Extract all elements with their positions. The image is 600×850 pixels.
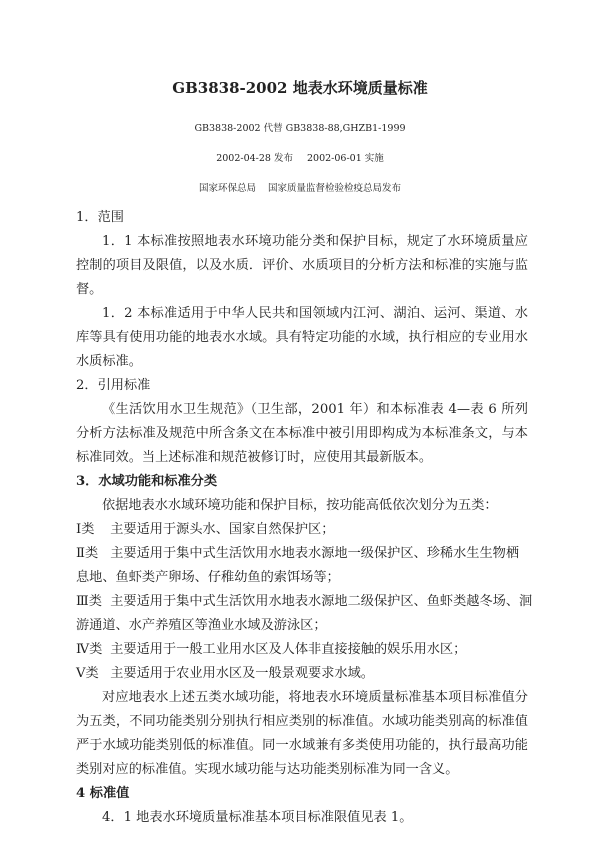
section-1-heading: 1．范围 xyxy=(76,210,124,225)
effective-date: 2002-06-01 实施 xyxy=(307,153,384,164)
class-5-item xyxy=(76,662,528,686)
class-2-text-a: 主要适用于集中式生活饮用水地表水源地一级保护区、珍稀水生生物栖 xyxy=(110,546,520,561)
replace-note: GB3838-2002 代替 GB3838-88,GHZB1-1999 xyxy=(194,123,406,134)
document-title: GB3838-2002 地表水环境质量标准 xyxy=(172,79,428,97)
publisher-line xyxy=(0,182,600,196)
section-3-intro: 依据地表水水域环境功能和保护目标，按功能高低依次划分为五类： xyxy=(102,498,498,513)
class-3-label: Ⅲ类 xyxy=(76,594,102,609)
section-1-paragraph-2: 1．2 本标准适用于中华人民共和国领域内江河、湖泊、运河、渠道、水库等具有使用功能的地表水水域。具有特定功能的水域，执行相应的专业用水水质标准。 xyxy=(76,306,528,369)
section-2-heading: 2．引用标准 xyxy=(76,378,151,393)
class-5-text: 主要适用于农业用水区及一般景观要求水域。 xyxy=(110,666,374,681)
class-1-text: 主要适用于源头水、国家自然保护区； xyxy=(110,522,335,537)
class-2-item xyxy=(76,542,528,566)
class-1-label: Ⅰ类 xyxy=(76,522,95,537)
class-5-label: Ⅴ类 xyxy=(76,666,99,681)
class-3-continuation: 游通道、水产养殖区等渔业水域及游泳区； xyxy=(76,618,327,633)
publisher-2: 国家质量监督检验检疫总局发布 xyxy=(268,183,402,194)
class-3-item xyxy=(76,590,533,614)
publisher-1: 国家环保总局 xyxy=(198,183,256,194)
section-1-paragraph-1: 1．1 本标准按照地表水环境功能分类和保护目标，规定了水环境质量应控制的项目及限值，以及水质．评价、水质项目的分析方法和标准的实施与监督。 xyxy=(76,234,528,297)
section-3-paragraph-2: 对应地表水上述五类水域功能，将地表水环境质量标准基本项目标准值分为五类，不同功能类别分别执行相应类别的标准值。水域功能类别高的标准值严于水域功能类别低的标准值。同一水域兼有多类使用功能的，执行最高功能类别对应的标准值。实现水域功能与达功能类别标准为同一含义。 xyxy=(76,690,528,777)
class-4-item xyxy=(76,638,528,662)
class-1-item xyxy=(76,518,528,542)
class-2-label: Ⅱ类 xyxy=(76,546,99,561)
class-2-continuation: 息地、鱼虾类产卵场、仔稚幼鱼的索饵场等； xyxy=(76,570,340,585)
section-4-heading: 4 标准值 xyxy=(76,786,130,801)
section-3-heading: 3．水域功能和标准分类 xyxy=(76,474,218,489)
class-4-label: Ⅳ类 xyxy=(76,642,103,657)
section-2-paragraph-1: 《生活饮用水卫生规范》（卫生部，2001 年）和本标准表 4—表 6 所列分析方法标准及规范中所含条文在本标准中被引用即构成为本标准条文，与本标准同效。当上述标准和规范被修订时，应使用其最新版本。 xyxy=(76,402,528,465)
issue-date: 2002-04-28 发布 xyxy=(216,153,293,164)
class-3-text-a: 主要适用于集中式生活饮用水地表水源地二级保护区、鱼虾类越冬场、洄 xyxy=(110,594,533,609)
document-body xyxy=(76,206,533,830)
section-4-paragraph-1: 4．1 地表水环境质量标准基本项目标准限值见表 1。 xyxy=(102,810,413,825)
class-4-text: 主要适用于一般工业用水区及人体非直接接触的娱乐用水区； xyxy=(110,642,467,657)
date-line xyxy=(0,152,600,166)
